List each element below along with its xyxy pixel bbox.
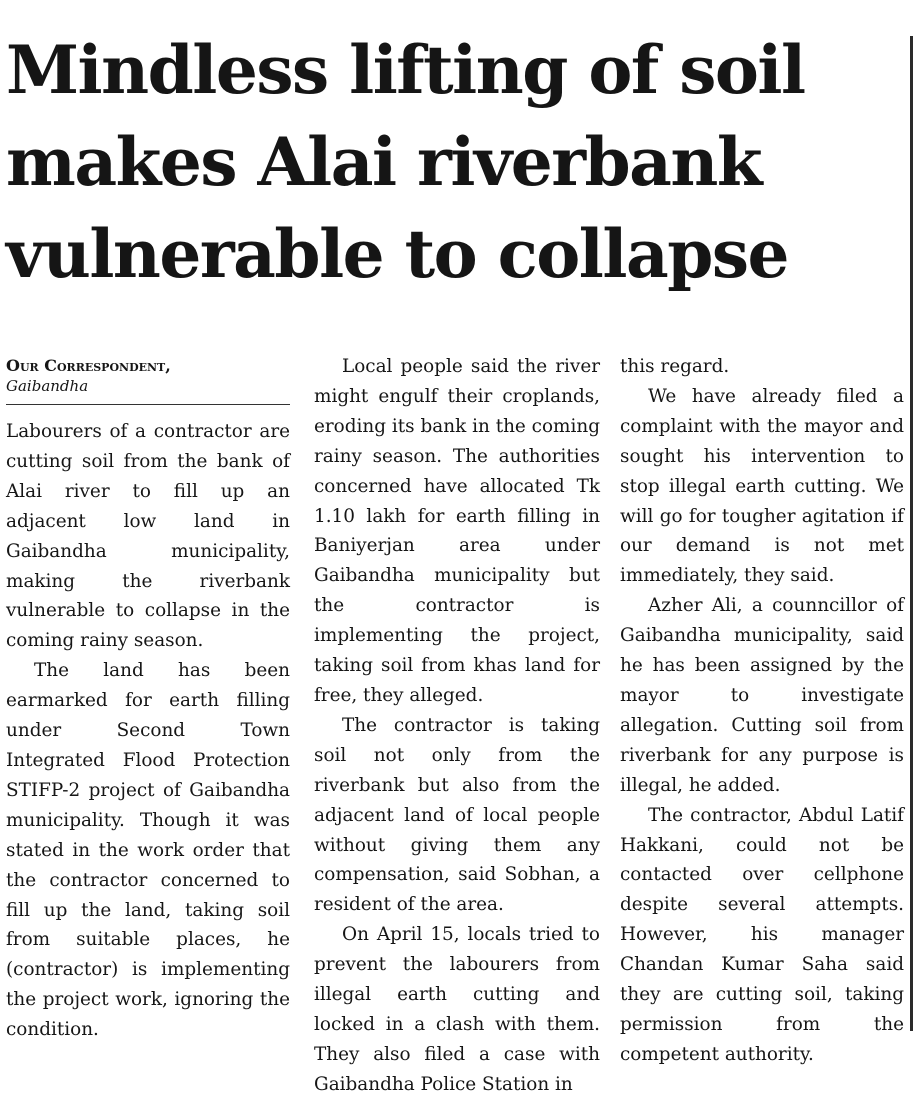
paragraph-5-continued: this regard. (620, 356, 730, 377)
headline: Mindless lifting of soil makes Alai riverbank vulnerable to collapse (6, 31, 805, 293)
paragraph-8: The contractor, Abdul Latif Hakkani, could not be contacted over cellphone despite several attempts. However, his manager Chandan Kumar Saha said they are cutting soil, taking permission from the competent authority. (620, 804, 904, 1065)
article-column-3 (620, 352, 904, 1070)
paragraph-4: The contractor is taking soil not only from the riverbank but also from the adjacent land of local people without giving them any compensation, said Sobhan, a resident of the area. (314, 714, 600, 916)
byline: Our Correspondent, (6, 356, 171, 375)
byline-divider (6, 404, 290, 405)
paragraph-1: Labourers of a contractor are cutting soil from the bank of Alai river to fill up an adjacent low land in Gaibandha municipality, making the riverbank vulnerable to collapse in the coming rainy season. (6, 421, 290, 652)
paragraph-5: On April 15, locals tried to prevent the labourers from illegal earth cutting and locked in a clash with them. They also filed a case with Gaibandha Police Station in (314, 924, 600, 1095)
dateline: Gaibandha (6, 377, 89, 395)
paragraph-3: Local people said the river might engulf their croplands, eroding its bank in the coming rainy season. The authorities concerned have allocated Tk 1.10 lakh for earth filling in Baniyerjan area under Gaibandha municipality but the contractor is implementing the project, taking soil from khas land for free, they alleged. (314, 356, 600, 706)
paragraph-2: The land has been earmarked for earth filling under Second Town Integrated Flood Protection STIFP-2 project of Gaibandha municipality. Though it was stated in the work order that the contractor concerned to fill up the land, taking soil from suitable places, he (contractor) is implementing the project work, ignoring the condition. (6, 660, 290, 1041)
paragraph-7: Azher Ali, a counncillor of Gaibandha municipality, said he has been assigned by the mayor to investigate allegation. Cutting soil from riverbank for any purpose is illegal, he added. (620, 595, 904, 796)
page-edge-rule (910, 36, 913, 1031)
article-column-2 (314, 352, 600, 1100)
article-column-1 (6, 352, 290, 1045)
paragraph-6: We have already filed a complaint with the mayor and sought his intervention to stop illegal earth cutting. We will go for tougher agitation if our demand is not met immediately, they said. (620, 385, 904, 587)
